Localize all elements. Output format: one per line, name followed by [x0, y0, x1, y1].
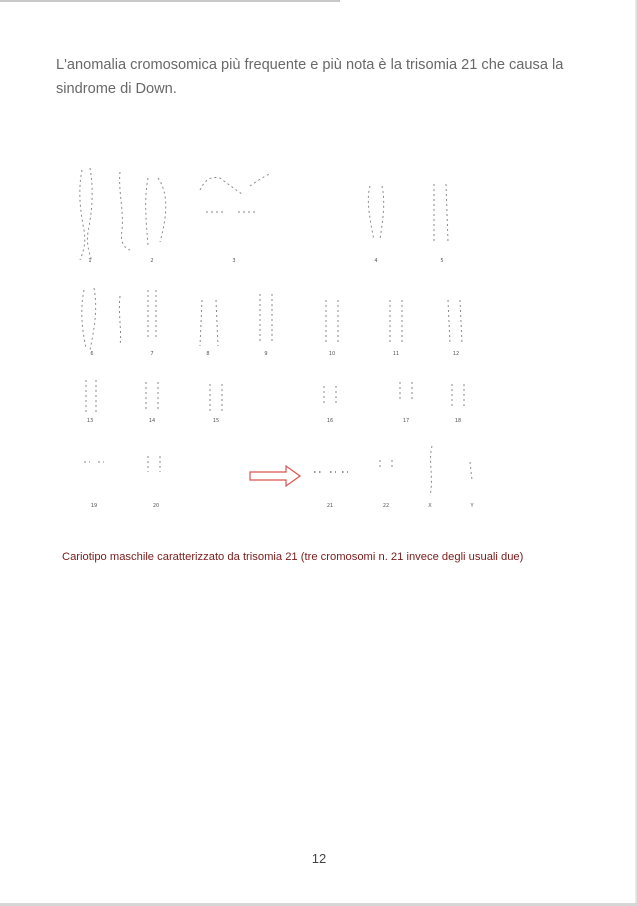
chromosome-label-2: 2: [150, 258, 154, 264]
chromosome-y: [470, 462, 472, 480]
chromosome-3a: [200, 178, 242, 195]
chromosome-label-8: 8: [206, 351, 210, 357]
chromosome-label-5: 5: [440, 258, 444, 264]
row2-labels: [90, 351, 267, 357]
chromosome-x: [430, 446, 432, 496]
chromosome-4b: [380, 186, 384, 240]
chromosome-label-y: Y: [470, 503, 474, 509]
chromosome-label-16: 16: [326, 418, 334, 424]
chromosome-1b: [87, 168, 92, 262]
chromosome-12b: [460, 300, 462, 344]
chromosome-label-7: 7: [150, 351, 154, 357]
scan-edge-top: [0, 0, 340, 2]
karyotype-figure-right: [300, 150, 500, 520]
chromosome-label-18: 18: [454, 418, 462, 424]
arrow-icon: [250, 466, 300, 486]
chromosome-1c: [120, 172, 130, 250]
chromosome-5b: [446, 184, 448, 242]
trisomy-arrow: [250, 466, 300, 486]
chromosome-7a: [119, 296, 120, 346]
chromosome-label-15: 15: [212, 418, 220, 424]
chromosome-label-3: 3: [232, 258, 236, 264]
chromosome-12a: [448, 300, 450, 344]
chromosome-4a: [368, 186, 374, 240]
chromosome-2b: [158, 178, 166, 242]
chromosome-label-21: 21: [326, 503, 334, 509]
intro-paragraph: L'anomalia cromosomica più frequente e più nota è la trisomia 21 che causa la sindrome di Down.: [56, 57, 564, 97]
chromosome-8a: [200, 300, 202, 346]
karyotype-image-right: [300, 150, 500, 520]
chromosome-label-1: 1: [88, 258, 92, 264]
page-number: 12: [311, 851, 327, 866]
chromosome-label-11: 11: [392, 351, 400, 357]
figure-caption: Cariotipo maschile caratterizzato da trisomia 21 (tre cromosomi n. 21 invece degli usuali due): [62, 551, 524, 563]
chromosome-label-19: 19: [90, 503, 98, 509]
chromosome-1a: [80, 170, 85, 260]
chromosome-3b: [250, 174, 270, 186]
row3-labels: [87, 418, 219, 424]
chromosome-2a: [146, 178, 148, 245]
chromosome-label-22: 22: [382, 503, 390, 509]
chromosome-label-17: 17: [402, 418, 410, 424]
chromosome-6a: [82, 290, 86, 348]
chromosome-label-14: 14: [148, 418, 156, 424]
chromosome-label-13: 13: [86, 418, 94, 424]
chromosome-label-6: 6: [90, 351, 94, 357]
row4-labels: [91, 503, 159, 509]
chromosome-8b: [216, 300, 218, 346]
chromosome-label-9: 9: [264, 351, 268, 357]
row1-labels: [88, 258, 235, 264]
chromosome-label-x: X: [428, 503, 432, 509]
chromosome-label-10: 10: [328, 351, 336, 357]
chromosome-label-12: 12: [452, 351, 460, 357]
chromosome-label-20: 20: [152, 503, 160, 509]
chromosome-6b: [90, 288, 96, 350]
chromosome-label-4: 4: [374, 258, 378, 264]
